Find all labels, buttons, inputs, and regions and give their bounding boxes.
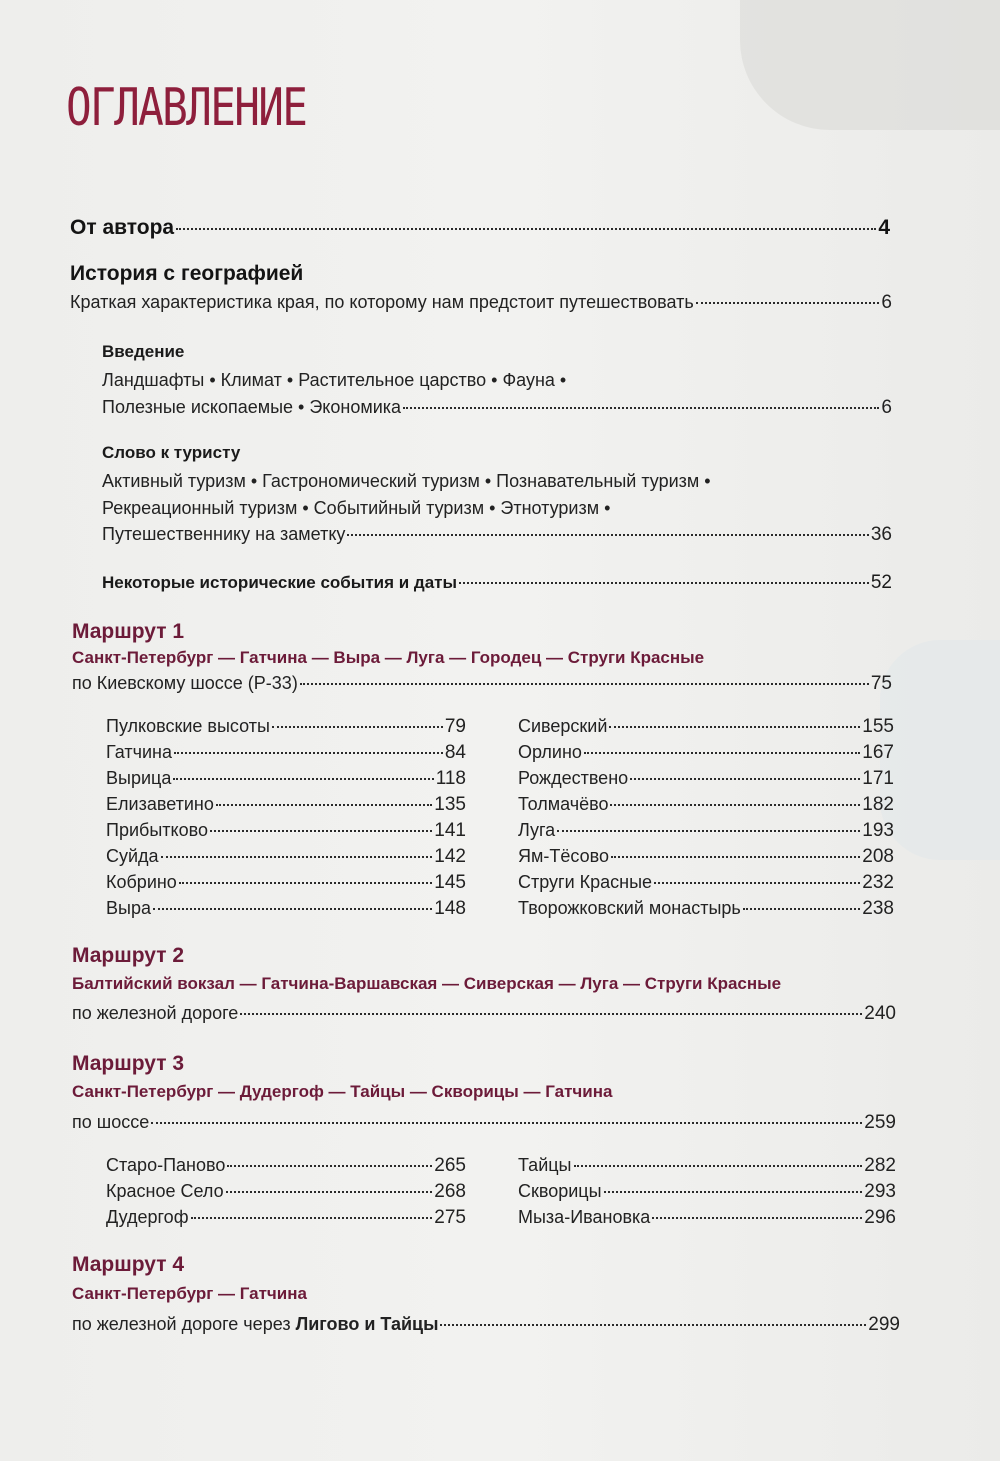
leader-dots [176, 228, 876, 230]
toc-entry-label: Струги Красные [518, 872, 653, 892]
toc-entry-label: Дудергоф [106, 1207, 189, 1227]
toc-entry-route2[interactable] [72, 1003, 896, 1025]
toc-entry-place[interactable] [106, 794, 466, 816]
toc-entry-page: 6 [881, 292, 892, 313]
toc-entry-label [72, 1314, 438, 1335]
subsection-heading-tourist: Слово к туристу [102, 443, 241, 462]
route-path-4: Санкт-Петербург — Гатчина [72, 1284, 307, 1303]
toc-entry-page: 52 [870, 572, 892, 593]
toc-entry-label-bold: Лигово и Тайцы [295, 1314, 439, 1334]
toc-entry-label: Кобрино [106, 872, 177, 892]
leader-dots [652, 1217, 862, 1219]
toc-entry-label: по шоссе [72, 1112, 150, 1132]
toc-entry-label: Выра [106, 898, 151, 918]
toc-entry-label: Пулковские высоты [106, 716, 270, 736]
toc-entry-page: 238 [862, 898, 894, 919]
toc-entry-label: Тайцы [518, 1155, 572, 1175]
toc-entry-label: Толмачёво [518, 794, 609, 814]
toc-entry-route4[interactable] [72, 1314, 900, 1336]
leader-dots [174, 752, 443, 754]
toc-entry-page: 275 [434, 1207, 466, 1228]
toc-entry-label: Краткая характеристика края, по которому нам предстоит путешествовать [70, 292, 694, 312]
toc-entry-label: Сиверский [518, 716, 608, 736]
toc-entry-place[interactable] [106, 1155, 466, 1177]
toc-entry-place[interactable] [518, 794, 894, 816]
toc-entry-place[interactable] [518, 820, 894, 842]
toc-entry-place[interactable] [518, 1207, 896, 1229]
subsection-heading-intro: Введение [102, 342, 185, 361]
toc-entry-page: 148 [434, 898, 466, 919]
leader-dots [151, 1122, 862, 1124]
leader-dots [557, 830, 860, 832]
leader-dots [584, 752, 860, 754]
toc-entry-page: 6 [881, 397, 892, 418]
leader-dots [216, 804, 432, 806]
leader-dots [574, 1165, 863, 1167]
toc-entry-page: 208 [862, 846, 894, 867]
toc-entry-place[interactable] [518, 716, 894, 738]
toc-entry-intro[interactable] [102, 397, 892, 419]
toc-entry-page: 118 [435, 768, 466, 789]
toc-entry-page: 282 [864, 1155, 896, 1176]
toc-entry-place[interactable] [518, 1155, 896, 1177]
toc-entry-label: Луга [518, 820, 556, 840]
toc-entry-label: Орлино [518, 742, 582, 762]
toc-entry-page: 182 [862, 794, 894, 815]
toc-entry-label: Некоторые исторические события и даты [102, 573, 457, 592]
toc-entry-page: 265 [434, 1155, 466, 1176]
toc-entry-tourist[interactable] [102, 524, 892, 546]
background-shape [880, 640, 1000, 860]
toc-entry-label: Красное Село [106, 1181, 224, 1201]
toc-entry-place[interactable] [106, 742, 466, 764]
background-shape [740, 0, 1000, 130]
toc-entry-page: 259 [864, 1112, 896, 1133]
toc-entry-from-author[interactable] [70, 216, 890, 240]
toc-entry-page: 4 [878, 216, 890, 239]
toc-entry-place[interactable] [518, 846, 894, 868]
section-heading-history: История с географией [70, 262, 304, 285]
toc-entry-page: 155 [862, 716, 894, 737]
toc-topic-line: Ландшафты • Климат • Растительное царство • Фауна • [102, 370, 567, 390]
toc-entry-label: Скворицы [518, 1181, 602, 1201]
toc-entry-label-prefix: по железной дороге через [72, 1314, 296, 1334]
toc-entry-place[interactable] [106, 768, 466, 790]
route-heading-3: Маршрут 3 [72, 1052, 185, 1075]
toc-entry-page: 171 [862, 768, 894, 789]
toc-entry-place[interactable] [106, 820, 466, 842]
toc-entry-label: Суйда [106, 846, 159, 866]
leader-dots [191, 1217, 433, 1219]
toc-entry-label: Полезные ископаемые • Экономика [102, 397, 402, 417]
toc-entry-label: Путешественнику на заметку [102, 524, 346, 544]
toc-entry-place[interactable] [518, 768, 894, 790]
toc-entry-place[interactable] [106, 846, 466, 868]
toc-entry-place[interactable] [106, 1207, 466, 1229]
leader-dots [630, 778, 860, 780]
toc-entry-page: 141 [434, 820, 466, 841]
toc-entry-place[interactable] [518, 872, 894, 894]
toc-entry-label: Гатчина [106, 742, 172, 762]
leader-dots [609, 726, 860, 728]
route-heading-4: Маршрут 4 [72, 1253, 185, 1276]
leader-dots [459, 582, 869, 584]
leader-dots [611, 856, 860, 858]
route-path-1: Санкт-Петербург — Гатчина — Выра — Луга — Городец — Струги Красные [72, 648, 705, 667]
route-heading-2: Маршрут 2 [72, 944, 185, 967]
leader-dots [226, 1191, 433, 1193]
toc-entry-page: 240 [864, 1003, 896, 1024]
toc-entry-label: От автора [70, 216, 175, 239]
toc-entry-label: Елизаветино [106, 794, 214, 814]
toc-entry-place[interactable] [518, 742, 894, 764]
toc-topic-line: Активный туризм • Гастрономический туризм • Познавательный туризм • [102, 471, 711, 491]
toc-entry-page: 142 [434, 846, 466, 867]
toc-entry-place[interactable] [518, 1181, 896, 1203]
leader-dots [179, 882, 432, 884]
toc-entry-label: Рождествено [518, 768, 629, 788]
leader-dots [610, 804, 860, 806]
leader-dots [210, 830, 432, 832]
toc-entry-place[interactable] [106, 716, 466, 738]
toc-entry-page: 84 [444, 742, 466, 763]
toc-entry-place[interactable] [106, 872, 466, 894]
route-heading-1: Маршрут 1 [72, 620, 185, 643]
leader-dots [347, 534, 868, 536]
toc-topic-line: Рекреационный туризм • Событийный туризм • Этнотуризм • [102, 498, 611, 518]
leader-dots [153, 908, 432, 910]
toc-entry-page: 293 [864, 1181, 896, 1202]
toc-entry-label: Вырица [106, 768, 172, 788]
toc-entry-route3[interactable] [72, 1112, 896, 1134]
leader-dots [604, 1191, 863, 1193]
toc-entry-label: Ям-Тёсово [518, 846, 609, 866]
toc-entry-page: 145 [434, 872, 466, 893]
toc-entry-events[interactable] [102, 572, 892, 594]
toc-entry-label: Старо-Паново [106, 1155, 226, 1175]
leader-dots [654, 882, 860, 884]
toc-entry-page: 296 [864, 1207, 896, 1228]
leader-dots [300, 683, 869, 685]
toc-entry-page: 79 [444, 716, 466, 737]
toc-entry-label: Творожковский монастырь [518, 898, 741, 918]
toc-entry-page: 232 [862, 872, 894, 893]
toc-entry-page: 268 [434, 1181, 466, 1202]
toc-entry-page: 135 [434, 794, 466, 815]
toc-entry-page: 167 [862, 742, 894, 763]
route-path-2: Балтийский вокзал — Гатчина-Варшавская — Сиверская — Луга — Струги Красные [72, 974, 782, 993]
toc-entry-page: 299 [868, 1314, 900, 1335]
leader-dots [403, 407, 879, 409]
leader-dots [440, 1324, 866, 1326]
leader-dots [173, 778, 433, 780]
toc-entry-place[interactable] [106, 898, 466, 920]
toc-entry-route1[interactable] [72, 673, 892, 695]
toc-entry-summary[interactable] [70, 292, 892, 314]
leader-dots [161, 856, 433, 858]
toc-entry-label: Прибытково [106, 820, 208, 840]
leader-dots [272, 726, 443, 728]
leader-dots [240, 1013, 862, 1015]
toc-entry-place[interactable] [518, 898, 894, 920]
leader-dots [696, 302, 880, 304]
toc-entry-page: 36 [870, 524, 892, 545]
toc-entry-label: по Киевскому шоссе (Р-33) [72, 673, 298, 693]
route-path-3: Санкт-Петербург — Дудергоф — Тайцы — Скворицы — Гатчина [72, 1082, 613, 1101]
toc-entry-page: 75 [870, 673, 892, 694]
toc-entry-label: по железной дороге [72, 1003, 239, 1023]
toc-entry-place[interactable] [106, 1181, 466, 1203]
toc-entry-page: 193 [862, 820, 894, 841]
leader-dots [743, 908, 861, 910]
toc-entry-label: Мыза-Ивановка [518, 1207, 651, 1227]
leader-dots [227, 1165, 432, 1167]
page-title: ОГЛАВЛЕНИЕ [66, 78, 307, 138]
